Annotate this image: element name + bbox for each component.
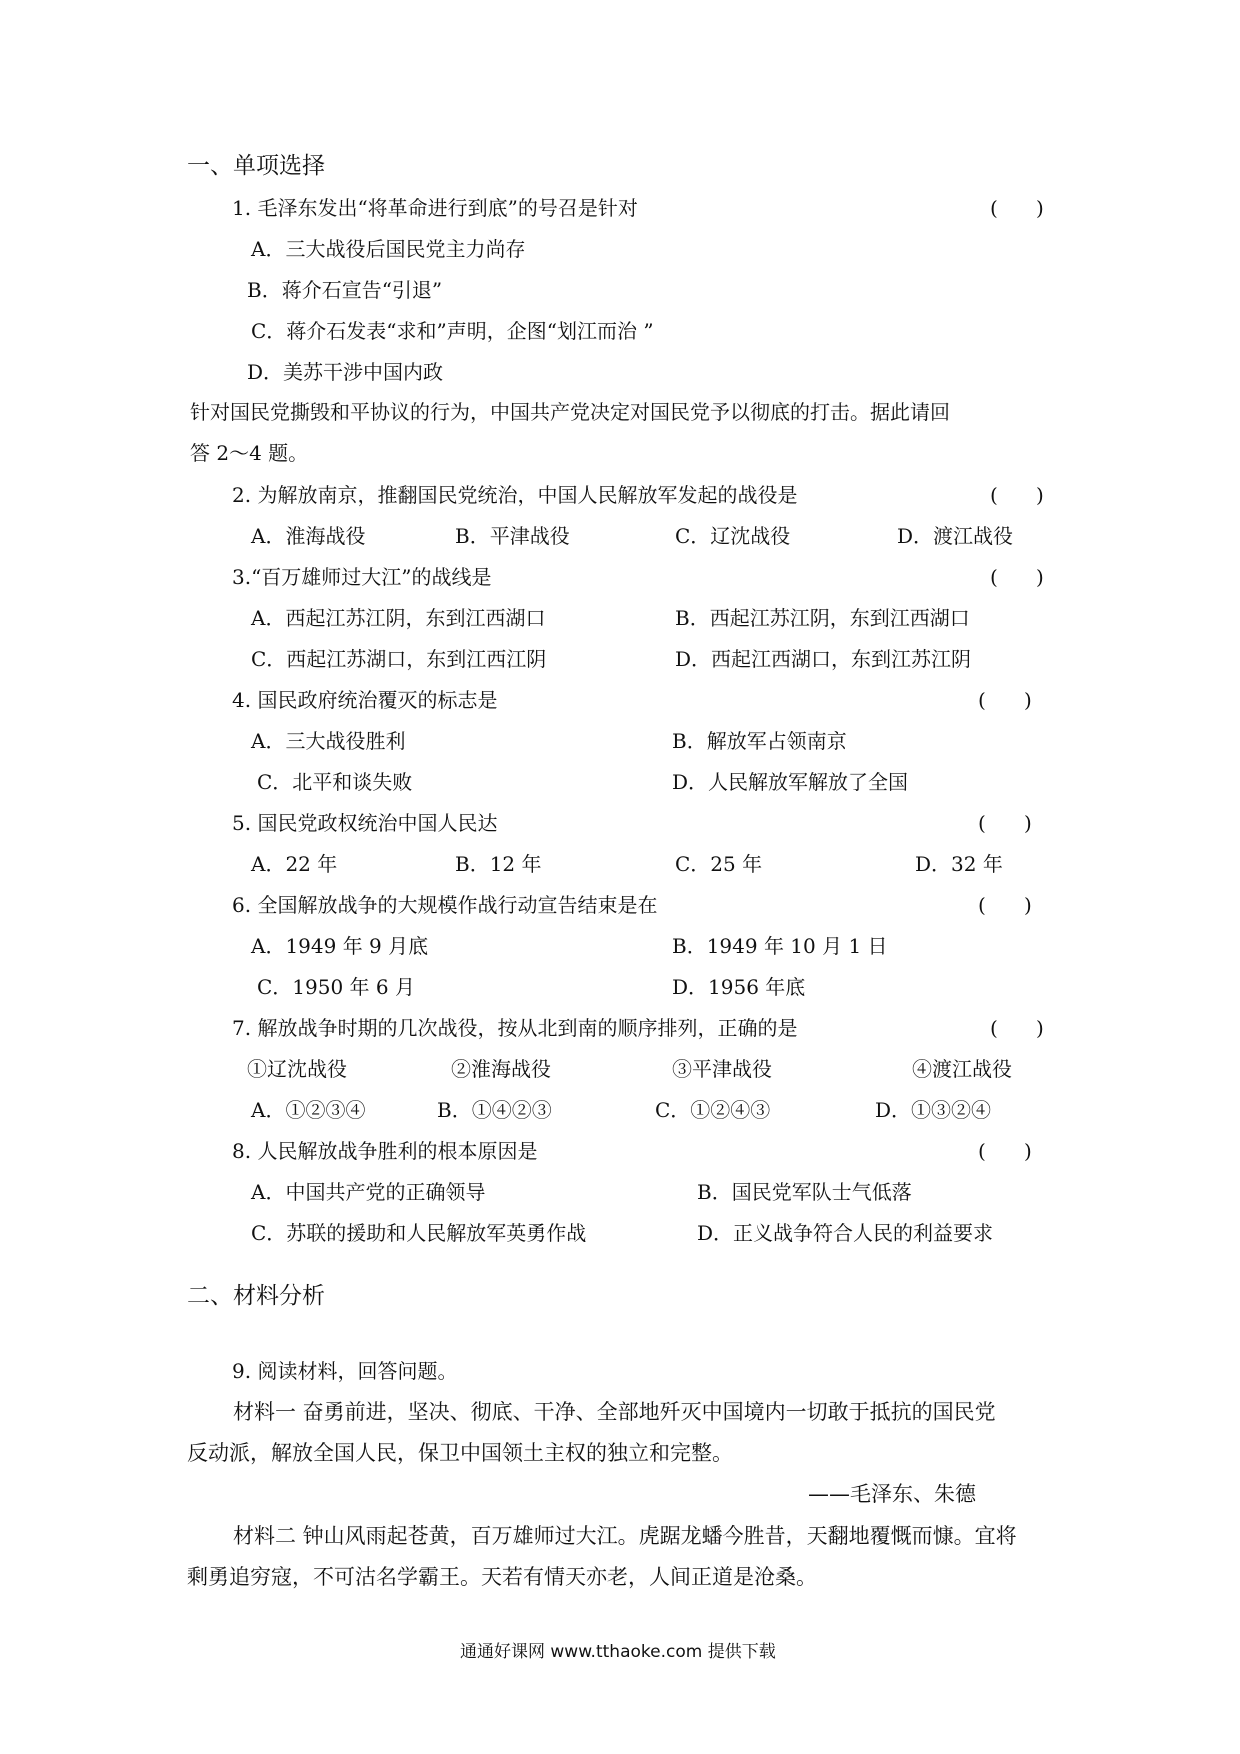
question-2-option-c: C．辽沈战役 (675, 524, 791, 548)
question-2-stem: 2. 为解放南京，推翻国民党统治，中国人民解放军发起的战役是 (232, 483, 798, 507)
question-4-option-b: B．解放军占领南京 (672, 729, 847, 753)
question-3-stem: 3.“百万雄师过大江”的战线是 (232, 565, 492, 589)
question-1-option-c: C．蒋介石发表“求和”声明，企图“划江而治 ” (251, 319, 654, 343)
question-8-option-d: D．正义战争符合人民的利益要求 (697, 1221, 994, 1245)
question-8-option-c: C．苏联的援助和人民解放军英勇作战 (251, 1221, 587, 1245)
section-title-material-analysis: 二、材料分析 (187, 1283, 325, 1309)
question-2-option-b: B．平津战役 (455, 524, 570, 548)
intro-line-1: 针对国民党撕毁和平协议的行为，中国共产党决定对国民党予以彻底的打击。据此请回 (190, 400, 950, 424)
question-4-stem: 4. 国民政府统治覆灭的标志是 (232, 688, 498, 712)
question-1-blank: ( ) (990, 196, 1044, 220)
question-6-blank: ( ) (978, 893, 1032, 917)
page-footer: 通通好课网 www.tthaoke.com 提供下载 (460, 1642, 776, 1662)
question-7-option-a: A．①②③④ (251, 1098, 366, 1122)
question-6-option-d: D．1956 年底 (672, 975, 806, 999)
question-8-option-a: A．中国共产党的正确领导 (251, 1180, 486, 1204)
material-2-line-2: 剩勇追穷寇，不可沽名学霸王。天若有情天亦老，人间正道是沧桑。 (187, 1565, 817, 1589)
question-8-stem: 8. 人民解放战争胜利的根本原因是 (232, 1139, 538, 1163)
material-1-line-2: 反动派，解放全国人民，保卫中国领土主权的独立和完整。 (187, 1441, 733, 1465)
question-4-option-d: D．人民解放军解放了全国 (672, 770, 909, 794)
material-1-line-1: 材料一 奋勇前进，坚决、彻底、干净、全部地歼灭中国境内一切敢于抵抗的国民党 (233, 1400, 996, 1424)
question-7-item-1: ①辽沈战役 (247, 1057, 347, 1081)
question-6-stem: 6. 全国解放战争的大规模作战行动宣告结束是在 (232, 893, 658, 917)
question-5-option-b: B．12 年 (455, 852, 542, 876)
question-3-blank: ( ) (990, 565, 1044, 589)
question-5-option-c: C．25 年 (675, 852, 763, 876)
question-2-option-d: D．渡江战役 (897, 524, 1014, 548)
question-3-option-b: B．西起江苏江阴，东到江西湖口 (675, 606, 970, 630)
question-7-item-4: ④渡江战役 (912, 1057, 1012, 1081)
question-7-blank: ( ) (990, 1016, 1044, 1040)
question-7-item-2: ②淮海战役 (451, 1057, 551, 1081)
question-9-stem: 9. 阅读材料，回答问题。 (232, 1359, 458, 1383)
question-4-blank: ( ) (978, 688, 1032, 712)
question-3-option-c: C．西起江苏湖口，东到江西江阴 (251, 647, 547, 671)
question-5-option-d: D．32 年 (915, 852, 1003, 876)
question-3-option-a: A．西起江苏江阴，东到江西湖口 (251, 606, 546, 630)
question-5-blank: ( ) (978, 811, 1032, 835)
question-4-option-a: A．三大战役胜利 (251, 729, 406, 753)
question-7-stem: 7. 解放战争时期的几次战役，按从北到南的顺序排列，正确的是 (232, 1016, 798, 1040)
question-1-option-d: D．美苏干涉中国内政 (247, 360, 444, 384)
question-3-option-d: D．西起江西湖口，东到江苏江阴 (675, 647, 972, 671)
section-title-single-choice: 一、单项选择 (187, 153, 325, 179)
question-6-option-a: A．1949 年 9 月底 (251, 934, 429, 958)
question-1-option-a: A．三大战役后国民党主力尚存 (251, 237, 526, 261)
material-1-source: ——毛泽东、朱德 (808, 1482, 976, 1506)
question-2-option-a: A．淮海战役 (251, 524, 366, 548)
question-5-option-a: A．22 年 (251, 852, 338, 876)
question-7-option-b: B．①④②③ (437, 1098, 552, 1122)
question-7-option-d: D．①③②④ (875, 1098, 992, 1122)
question-6-option-c: C．1950 年 6 月 (257, 975, 415, 999)
question-7-item-3: ③平津战役 (672, 1057, 772, 1081)
material-2-line-1: 材料二 钟山风雨起苍黄，百万雄师过大江。虎踞龙蟠今胜昔，天翻地覆慨而慷。宜将 (233, 1524, 1017, 1548)
question-2-blank: ( ) (990, 483, 1044, 507)
question-1-option-b: B．蒋介石宣告“引退” (247, 278, 443, 302)
question-5-stem: 5. 国民党政权统治中国人民达 (232, 811, 498, 835)
question-8-option-b: B．国民党军队士气低落 (697, 1180, 912, 1204)
intro-line-2: 答 2～4 题。 (190, 441, 309, 465)
question-6-option-b: B．1949 年 10 月 1 日 (672, 934, 888, 958)
question-7-option-c: C．①②④③ (655, 1098, 771, 1122)
question-8-blank: ( ) (978, 1139, 1032, 1163)
question-1-stem: 1. 毛泽东发出“将革命进行到底”的号召是针对 (232, 196, 638, 220)
question-4-option-c: C．北平和谈失败 (257, 770, 413, 794)
